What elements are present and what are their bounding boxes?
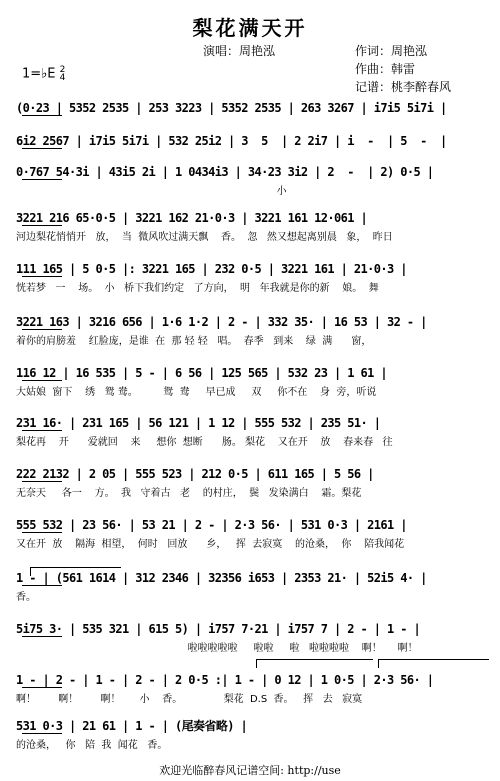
lyric-line: 恍若梦 一 场。 小 桥下我们约定 了方向， 明 年我就是你的新 娘。 舞 (16, 283, 379, 294)
song-title: 梨花满天开 (192, 16, 308, 40)
beam-underline (22, 430, 62, 431)
beam-underline (22, 225, 62, 226)
beam-underline (22, 481, 62, 482)
score-system (16, 670, 490, 722)
jianpu-notes: 5i75 3· | 535 321 | 615 5) | i757 7·21 | i757 7 | 2 - | 1 - | (16, 622, 421, 636)
lyric-line: 啊！ 啊！ 啊！ 小 香。 梨花 D.S 香。 挥 去 寂寞 (16, 694, 363, 705)
jianpu-notes: 1 - | 2 - | 1 - | 2 - | 2 0·5 :| 1 - | 0 12 | 1 0·5 | 2·3 56· | (16, 673, 434, 687)
beam-underline (22, 276, 62, 277)
transcriber-credit: 记谱：桃李醉春风 (355, 80, 452, 94)
jianpu-notes: 555 532 | 23 56· | 53 21 | 2 - | 2·3 56· | 531 0·3 | 2161 | (16, 518, 407, 532)
beam-underline (22, 585, 62, 586)
jianpu-notes: 1 - | (561 1614 | 312 2346 | 32356 i653 | 2353 21· | 52i5 4· | (16, 571, 427, 585)
time-top: 2 (59, 65, 66, 75)
lyric-line: 香。 (16, 592, 36, 603)
beam-underline (22, 687, 62, 688)
beam-underline (22, 115, 62, 116)
lyric-line: 的沧桑， 你 陪 我 闻花 香。 (16, 740, 168, 751)
time-bottom: 4 (59, 73, 66, 83)
key-signature (22, 66, 65, 82)
footer-text: 欢迎光临醉春风记谱空间: http://use (159, 764, 341, 777)
repeat-bracket-1 (30, 567, 121, 576)
key-label: 1=♭E (22, 66, 56, 82)
beam-underline (22, 380, 62, 381)
jianpu-notes: 111 165 | 5 0·5 |: 3221 165 | 232 0·5 | 3221 161 | 21·0·3 | (16, 262, 407, 276)
beam-underline (22, 179, 62, 180)
lyric-line: 小 (16, 186, 287, 197)
score-system (16, 208, 490, 260)
time-signature (60, 66, 66, 82)
lyric-line: 无奈天 各一 方。 我 守着古 老 的村庄， 鬓 发染满白 霜。梨花 (16, 488, 362, 499)
lyric-line: 着你的肩膀羞 红脸庞，是谁 在 那 轻 轻 唱。 春季 到来 绿 满 窗， (16, 336, 372, 347)
jianpu-notes: 3221 163 | 3216 656 | 1·6 1·2 | 2 - | 332 35· | 16 53 | 32 - | (16, 315, 427, 329)
volta-bracket-2 (256, 659, 373, 668)
score-system (16, 259, 490, 311)
volta-bracket-3 (378, 659, 489, 668)
jianpu-notes: 222 2132 | 2 05 | 555 523 | 212 0·5 | 611 165 | 5 56 | (16, 467, 374, 481)
beam-underline (22, 636, 62, 637)
jianpu-notes: 531 0·3 | 21 61 | 1 - | (尾奏省略) | (16, 719, 248, 733)
lyricist-credit: 作词：周艳泓 (355, 44, 428, 58)
lyric-line: 河边梨花悄悄开 放， 当 微风吹过满天飘 香。 忽 然又想起离别晨 象， 昨日 (16, 232, 393, 243)
jianpu-notes: 6i2 2567 | i7i5 5i7i | 532 25i2 | 3 5 | 2 2i7 | i - | 5 - | (16, 134, 447, 148)
beam-underline (22, 733, 62, 734)
jianpu-notes: 0·767 54·3i | 43i5 2i | 1 0434i3 | 34·23 3i2 | 2 - | 2) 0·5 | (16, 165, 434, 179)
lyric-line: 啦啦啦啦啦 啦啦 啦 啦啦啦啦 啊！ 啊！ (16, 643, 418, 654)
score-system (16, 162, 490, 214)
jianpu-notes: 231 16· | 231 165 | 56 121 | 1 12 | 555 532 | 235 51· | (16, 416, 381, 430)
jianpu-notes: 116 12 | 16 535 | 5 - | 6 56 | 125 565 | 532 23 | 1 61 | (16, 366, 387, 380)
lyric-line: 又在开 放 隔海 相望， 何时 回放 乡， 挥 去寂寞 的沧桑， 你 陪我闻花 (16, 539, 405, 550)
jianpu-notes: 3221 216 65·0·5 | 3221 162 21·0·3 | 3221 161 12·061 | (16, 211, 368, 225)
lyric-line: 大姑娘 窗下 绣 鸳 鸯。 鸳 鸯 早已成 双 你不在 身 旁，听说 (16, 387, 377, 398)
score-system (16, 515, 490, 567)
score-system (16, 716, 490, 768)
beam-underline (22, 148, 62, 149)
score-system (16, 413, 490, 465)
lyric-line: 梨花再 开 爱就回 来 想你 想断 肠。 梨花 又在开 放 春来春 往 (16, 437, 393, 448)
score-system (16, 363, 490, 415)
beam-underline (22, 532, 62, 533)
score-system (16, 312, 490, 364)
singer-credit: 演唱：周艳泓 (203, 44, 276, 58)
beam-underline (22, 329, 62, 330)
composer-credit: 作曲：韩雷 (355, 62, 416, 76)
jianpu-notes: (0·23 | 5352 2535 | 253 3223 | 5352 2535 | 263 3267 | i7i5 5i7i | (16, 101, 447, 115)
score-system (16, 464, 490, 516)
